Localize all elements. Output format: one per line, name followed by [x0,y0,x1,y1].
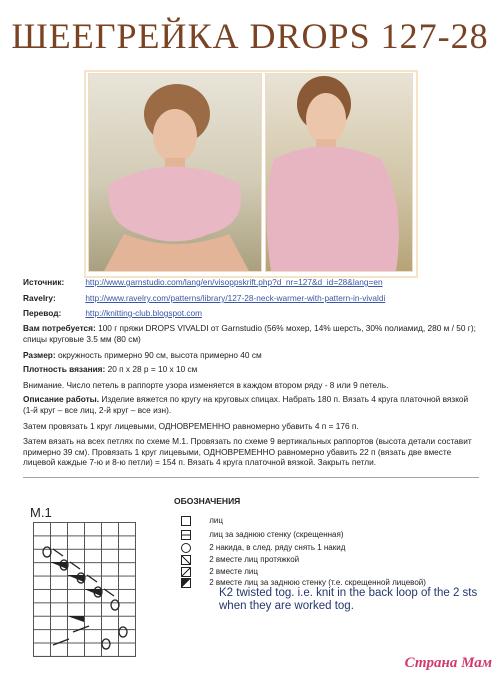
size-label: Размер: [23,350,56,360]
gauge-text: 20 п х 28 р = 10 х 10 см [107,364,198,374]
source-row [23,277,479,288]
legend-note: K2 twisted tog. i.e. knit in the back loop of the 2 sts when they are worked tog. [219,587,478,612]
k2tog-symbol-icon [181,567,191,577]
size-paragraph [23,350,479,361]
ssk-symbol-icon [181,555,191,565]
knitting-chart [33,522,136,657]
legend-title: ОБОЗНАЧЕНИЯ [174,496,241,506]
legend-item-ssk: 2 вместе лиц протяжкой [181,555,299,565]
watermark: Страна Мам [404,655,492,671]
translation-link[interactable]: http://knitting-club.blogspot.com [85,308,202,318]
page-title: ШЕЕГРЕЙКА DROPS 127-28 [11,16,489,56]
size-text: окружность примерно 90 см, высота примерно 40 см [57,350,262,360]
photo-model-left [88,73,262,272]
description-text: Изделие вяжется по кругу на круговых спицах. Набрать 180 п. Вязать 4 круга платочной вязкой (1-й круг – все лиц, 2-й круг – все изн). [23,394,469,415]
needs-label: Вам потребуется: [23,323,96,333]
translation-row [23,308,479,319]
yarn-over-symbol-icon [181,543,191,553]
translation-label: Перевод: [23,308,62,318]
gauge-paragraph [23,364,479,375]
legend-item-knit: лиц [181,516,223,526]
source-link[interactable]: http://www.garnstudio.com/lang/en/visoppskrift.php?d_nr=127&d_id=28&lang=en [85,277,383,287]
ravelry-link[interactable]: http://www.ravelry.com/patterns/library/127-28-neck-warmer-with-pattern-in-vivaldi [85,293,386,303]
para-pattern: Затем вязать на всех петлях по схеме М.1. Провязать по схеме 9 вертикальных раппортов (высота детали составит примерно 39 см). Провязать 1 круг лицевыми, ОДНОВРЕМЕННО равномерно убавить 22 п (вязать две вместе лицевой каждые 7-ю и 8-ю петли) = 154 п. Вязать 4 круга платочной вязкой. Закрыть петли. [23,436,472,467]
legend-item-twisted: лиц за заднюю стенку (скрещенная) [181,530,343,540]
k2tog-tbl-symbol-icon [181,578,191,588]
twisted-symbol-icon [181,530,191,540]
knit-symbol-icon [181,516,191,526]
gauge-label: Плотность вязания: [23,364,106,374]
chart-label: M.1 [30,505,52,520]
ravelry-label: Ravelry: [23,293,56,303]
description-paragraph [23,394,479,415]
needs-text: 100 г пряжи DROPS VIVALDI от Garnstudio (56% мохер, 14% шерсть, 30% полиамид, 280 м / 50 г); спицы круговые 3.5 мм (80 см) [23,323,476,344]
ravelry-row [23,293,479,304]
para-decrease: Затем провязать 1 круг лицевыми, ОДНОВРЕМЕННО равномерно убавить 4 п = 176 п. [23,421,359,431]
needs-paragraph [23,323,479,344]
divider [23,477,479,478]
photo-model-right [265,73,413,272]
legend-item-yarn-over: 2 накида, в след. ряду снять 1 накид [181,543,345,553]
legend-item-k2tog: 2 вместе лиц [181,567,258,577]
description-label: Описание работы. [23,394,100,404]
legend-item-k2tog-tbl: 2 вместе лиц за заднюю стенку (т.е. скрещенной лицевой) [181,578,426,588]
source-label: Источник: [23,277,65,287]
attention-paragraph: Внимание. Число петель в раппорте узора изменяется в каждом втором ряду - 8 или 9 петель. [23,380,389,390]
